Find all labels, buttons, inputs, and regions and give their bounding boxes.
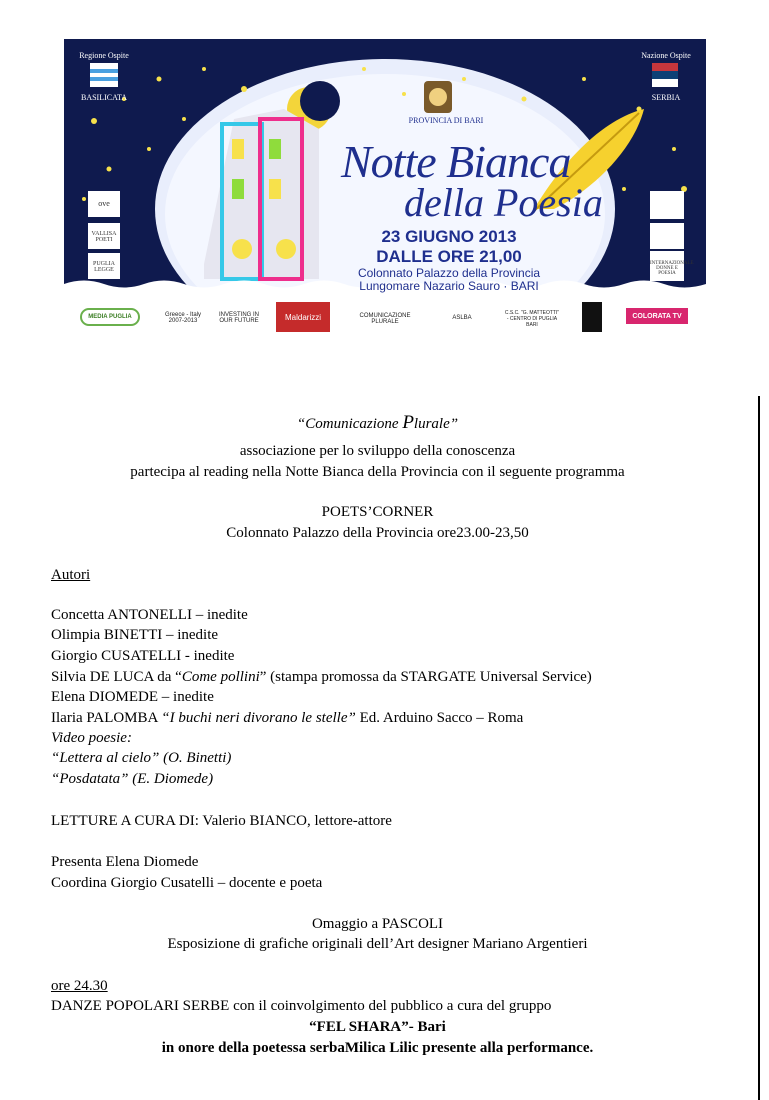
video-item-1: “Lettera al cielo” (O. Binetti) (51, 750, 232, 766)
presenta-line: Presenta Elena Diomede (51, 854, 199, 870)
banner-date: 23 GIUGNO 2013 (381, 227, 517, 246)
logo-puglia-legge: PUGLIA LEGGE (93, 261, 115, 273)
sponsor-media-puglia: MEDIA PUGLIA (80, 308, 140, 326)
org-name: “Comunicazione Plurale” (296, 412, 459, 433)
video-heading: Video poesie: (51, 730, 132, 746)
author-palomba: Ilaria PALOMBA “I buchi neri divorano le stelle” Ed. Arduino Sacco – Roma (51, 710, 524, 726)
dance-line: DANZE POPOLARI SERBE con il coinvolgimento del pubblico a cura del gruppo (51, 998, 552, 1014)
video-item-2: “Posdatata” (E. Diomede) (51, 771, 214, 787)
letture-line: LETTURE A CURA DI: Valerio BIANCO, lettore-attore (51, 813, 392, 829)
omaggio-title: Omaggio a PASCOLI (311, 916, 444, 932)
region-name: BASILICATA (80, 93, 128, 102)
sponsor-comunicazione: COMUNICAZIONE PLURALE (359, 313, 411, 325)
sponsor-greece-italy: Greece - Italy 2007-2013 (164, 312, 201, 324)
logo-vallisa: VALLISA POETI (91, 231, 117, 243)
authors-heading: Autori (51, 567, 91, 583)
logo-donne-poesia: INTERNAZIONALE DONNE E POESIA (650, 261, 694, 276)
sponsor-colorata-tv: COLORATA TV (626, 308, 688, 324)
corner-place: Colonnato Palazzo della Provincia ore23.00-23,50 (226, 525, 529, 541)
banner-time: DALLE ORE 21,00 (376, 247, 522, 266)
author-diomede: Elena DIOMEDE – inedite (51, 689, 214, 705)
dance-honor: in onore della poetessa serbaMilica Lilic presente alla performance. (161, 1040, 594, 1056)
dance-group: “FEL SHARA”- Bari (309, 1019, 446, 1035)
corner-title: POETS’CORNER (321, 504, 434, 520)
page-right-rule (758, 396, 760, 1100)
event-banner (64, 39, 706, 299)
nation-name: SERBIA (651, 93, 681, 102)
logo-ove: ove (98, 199, 110, 208)
province-label: PROVINCIA DI BARI (408, 116, 484, 125)
region-label: Regione Ospite (79, 51, 129, 60)
banner-title-line1: Notte Bianca (341, 136, 571, 187)
dance-time: ore 24.30 (51, 978, 108, 994)
coordina-line: Coordina Giorgio Cusatelli – docente e poeta (51, 875, 323, 891)
sponsor-investing: INVESTING IN OUR FUTURE (218, 312, 259, 324)
sponsor-logos (64, 298, 706, 340)
banner-venue-line1: Colonnato Palazzo della Provincia (357, 266, 541, 280)
esposizione-line: Esposizione di grafiche originali dell’Art designer Mariano Argentieri (167, 936, 588, 952)
banner-title-line2: della Poesia (404, 180, 603, 225)
author-binetti: Olimpia BINETTI – inedite (51, 627, 219, 643)
sponsor-aslba: ASLBA (452, 315, 472, 321)
sponsor-maldarizzi: Maldarizzi (276, 302, 330, 332)
participation-line: partecipa al reading nella Notte Bianca della Provincia con il seguente programma (130, 464, 625, 480)
sponsor-csc: C.S.C. "G. MATTEOTTI" - CENTRO DI PUGLIA BARI (504, 310, 560, 328)
sponsor-dark-logo (582, 302, 602, 332)
nation-label: Nazione Ospite (641, 51, 691, 60)
author-cusatelli: Giorgio CUSATELLI - inedite (51, 648, 235, 664)
author-de-luca: Silvia DE LUCA da “Come pollini” (stampa promossa da STARGATE Universal Service) (51, 669, 592, 685)
banner-venue (334, 267, 564, 293)
author-antonelli: Concetta ANTONELLI – inedite (51, 607, 248, 623)
org-description: associazione per lo sviluppo della conoscenza (239, 443, 516, 459)
banner-venue-line2: Lungomare Nazario Sauro · BARI (359, 279, 539, 293)
